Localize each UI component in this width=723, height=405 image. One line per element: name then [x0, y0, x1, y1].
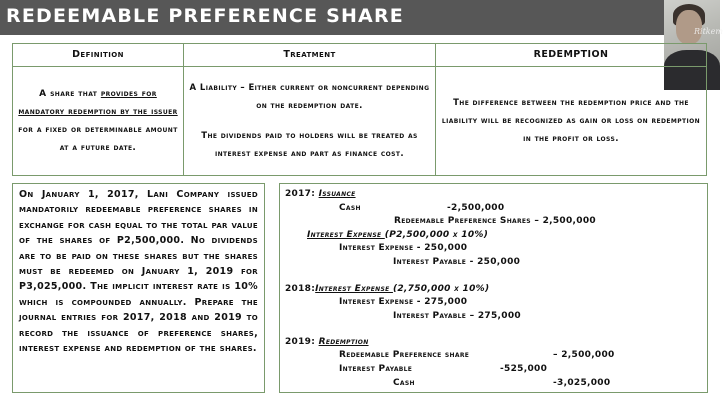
entry-2019-ip-label: Interest Payable	[339, 364, 413, 374]
entry-2019-rps-value: – 2,500,000	[553, 350, 615, 360]
redemption-cell: The difference between the redemption price and the liability will be recognized as gain or loss on redemption in the profit or loss.	[436, 67, 707, 176]
definition-cell	[13, 67, 184, 176]
entry-2018-year: 2018:	[285, 284, 316, 294]
definition-text-post: for a fixed or determinable amount at a future date.	[18, 125, 178, 153]
entry-2018-ip-line: Interest Payable – 275,000	[393, 311, 521, 321]
definition-text-underlined: provides for mandatory redemption by the issuer	[18, 89, 178, 117]
entry-2017-ie-line: Interest Expense - 250,000	[339, 243, 468, 253]
summary-table-body-row	[13, 67, 707, 176]
entry-2019-cash-label: Cash	[393, 378, 415, 388]
entry-2017-cash-label: Cash	[339, 203, 361, 213]
entry-2018-title: Interest Expense	[315, 284, 393, 294]
entry-2019-ip-value: -525,000	[500, 364, 548, 374]
entry-2019-rps-label: Redeemable Preference share	[339, 350, 470, 360]
treatment-cell	[184, 67, 436, 176]
journal-entries-box	[279, 183, 708, 393]
title-bar	[0, 0, 720, 35]
entry-2018-calc: (2,750,000 x 10%)	[392, 284, 490, 294]
problem-statement-text: On January 1, 2017, Lani Company issued mandatorily redeemable preference shares in exchange for cash equal to the total par value of the shares of P2,500,000. No dividends are to be paid on these shares but the shares must be redeemed on January 1, 2019 for P3,025,000. The implicit interest rate is 10% which is compounded annually. Prepare the journal entries for 2017, 2018 and 2019 to record the issuance of preference shares, interest expense and redemption of the shares.	[19, 189, 258, 355]
entry-2017-year: 2017:	[285, 189, 316, 199]
webcam-watermark: Ritkem	[694, 27, 723, 36]
header-redemption: REDEMPTION	[436, 44, 707, 67]
entry-2017-interest-title: Interest Expense	[307, 230, 385, 240]
summary-table-header-row	[13, 44, 707, 67]
header-treatment: Treatment	[184, 44, 436, 67]
entry-2017-cash-value: -2,500,000	[447, 203, 505, 213]
entry-2017-ip-line: Interest Payable - 250,000	[393, 257, 521, 267]
entry-2017-interest-calc: (P2,500,000 x 10%)	[384, 230, 489, 240]
slide-title: REDEEMABLE PREFERENCE SHARE	[6, 5, 404, 27]
entry-2017-rps-line: Redeemable Preference Shares – 2,500,000	[394, 216, 596, 226]
summary-table	[12, 43, 707, 176]
problem-statement-box	[12, 183, 265, 393]
entry-2017-heading	[285, 189, 356, 200]
entry-2017-interest-heading	[307, 230, 488, 241]
entry-2019-heading	[285, 337, 369, 348]
entry-2018-heading	[285, 284, 489, 295]
treatment-liability-text: A Liability – Either current or noncurrent depending on the redemption date.	[189, 83, 430, 111]
entry-2019-year: 2019:	[285, 337, 316, 347]
header-definition: Definition	[13, 44, 184, 67]
entry-2019-title: Redemption	[318, 337, 369, 347]
definition-text-pre: A share that	[39, 89, 101, 99]
entry-2018-ie-line: Interest Expense - 275,000	[339, 297, 468, 307]
treatment-dividends-text: The dividends paid to holders will be treated as interest expense and part as finance cost.	[201, 131, 418, 159]
entry-2019-cash-value: -3,025,000	[553, 378, 611, 388]
entry-2017-title: Issuance	[318, 189, 356, 199]
